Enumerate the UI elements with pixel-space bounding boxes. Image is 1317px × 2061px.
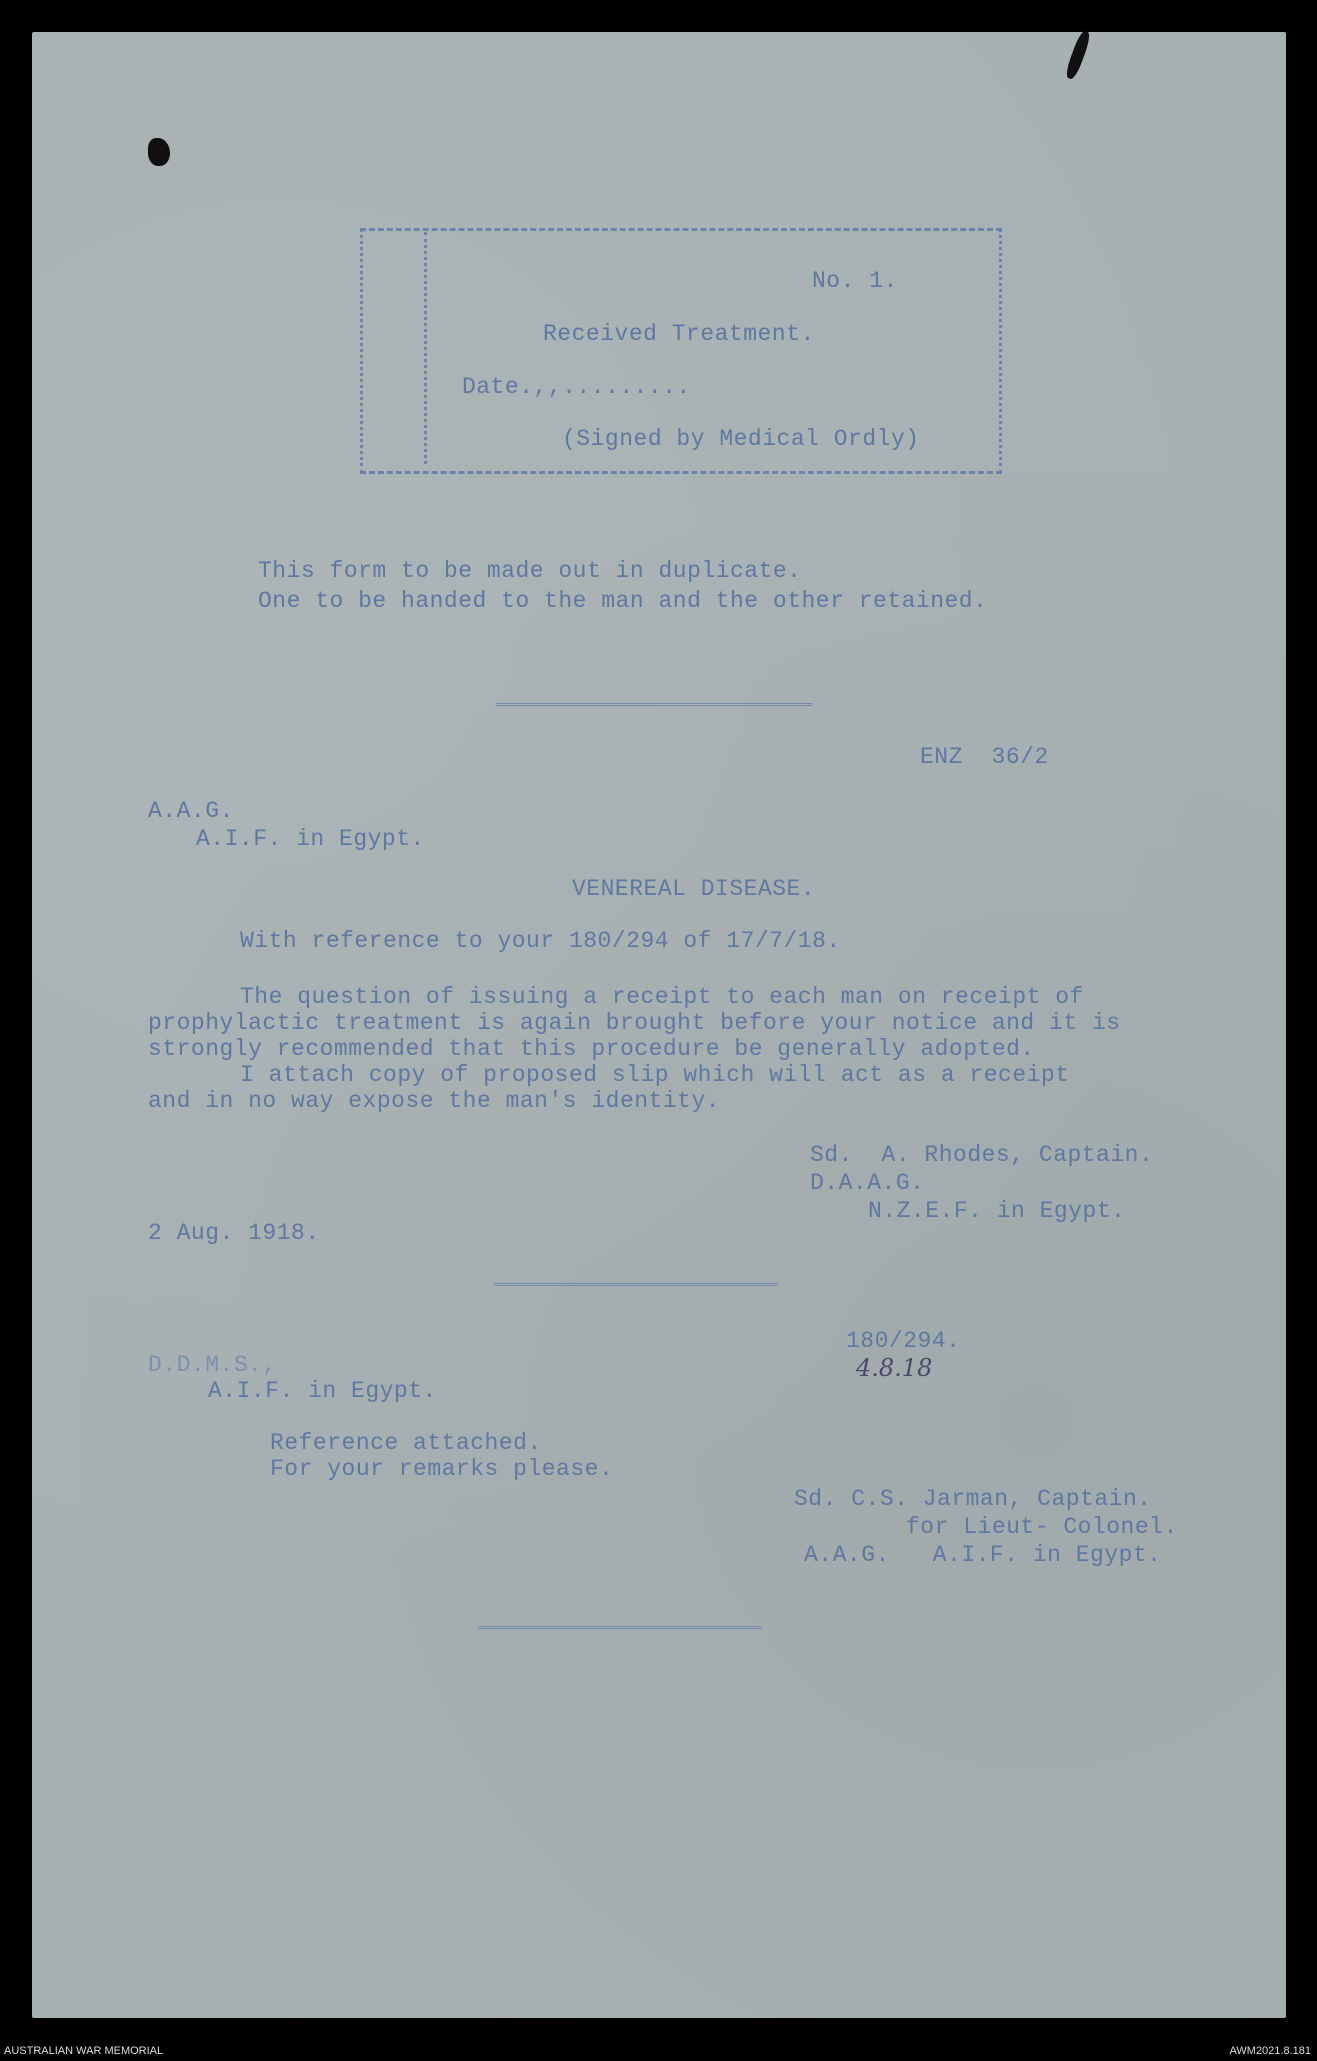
letter1-date: 2 Aug. 1918. [148, 1220, 320, 1246]
letter2-addressee-unit: A.I.F. in Egypt. [208, 1378, 437, 1404]
letter2-signature-for: for Lieut- Colonel. [906, 1514, 1178, 1540]
instruction-line-2: One to be handed to the man and the other retained. [258, 588, 988, 614]
letter1-para3-line1: I attach copy of proposed slip which will act as a receipt [240, 1062, 1070, 1088]
letter1-para2-line1: The question of issuing a receipt to each man on receipt of [240, 984, 1084, 1010]
instruction-line-1: This form to be made out in duplicate. [258, 558, 802, 584]
reference-number: ENZ 36/2 [920, 744, 1049, 770]
letter1-signature-name: Sd. A. Rhodes, Captain. [810, 1142, 1154, 1168]
handwritten-date: 4.8.18 [856, 1354, 933, 1382]
slip-date-field: Date.,,......... [462, 374, 691, 400]
footer-accession: AWM2021.8.181 [1229, 2045, 1311, 2057]
letter2-body-line1: Reference attached. [270, 1430, 542, 1456]
letter1-addressee: A.A.G. [148, 798, 234, 824]
paper-tear [148, 138, 170, 166]
letter1-signature-unit: N.Z.E.F. in Egypt. [868, 1198, 1126, 1224]
letter2-body-line2: For your remarks please. [270, 1456, 614, 1482]
letter2-reference: 180/294. [846, 1328, 961, 1354]
receipt-slip-inner-border [424, 232, 428, 464]
letter1-para3-line2: and in no way expose the man's identity. [148, 1088, 721, 1114]
letter1-signature-title: D.A.A.G. [810, 1170, 925, 1196]
divider-2 [494, 1283, 778, 1286]
divider-3 [478, 1626, 762, 1629]
letter2-signature-name: Sd. C.S. Jarman, Captain. [794, 1486, 1152, 1512]
letter1-para2-line2: prophylactic treatment is again brought before your notice and it is [148, 1010, 1121, 1036]
letter2-signature-unit: A.A.G. A.I.F. in Egypt. [804, 1542, 1162, 1568]
footer-institution: AUSTRALIAN WAR MEMORIAL [4, 2045, 164, 2057]
letter1-addressee-unit: A.I.F. in Egypt. [196, 826, 425, 852]
letter1-para1: With reference to your 180/294 of 17/7/18. [240, 928, 841, 954]
slip-number: No. 1. [812, 268, 898, 294]
letter2-addressee: D.D.M.S., [148, 1352, 277, 1378]
letter1-para2-line3: strongly recommended that this procedure be generally adopted. [148, 1036, 1035, 1062]
slip-signed-by: (Signed by Medical Ordly) [562, 426, 920, 452]
slip-received-treatment: Received Treatment. [543, 321, 815, 347]
letter1-subject: VENEREAL DISEASE. [572, 876, 816, 902]
divider-1 [496, 703, 812, 706]
